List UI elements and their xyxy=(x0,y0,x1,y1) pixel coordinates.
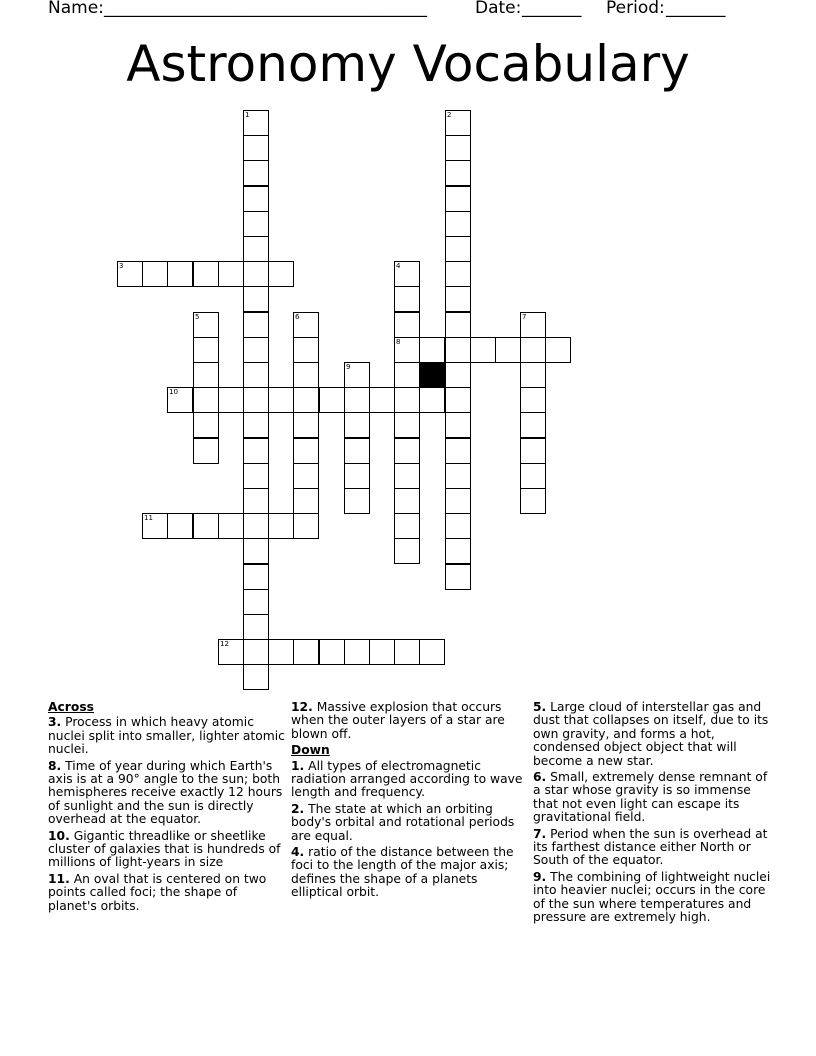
grid-cell[interactable] xyxy=(344,412,370,438)
grid-cell[interactable] xyxy=(193,337,219,363)
black-cell xyxy=(419,362,445,388)
grid-cell[interactable] xyxy=(243,438,269,464)
grid-cell[interactable] xyxy=(445,513,471,539)
grid-cell[interactable] xyxy=(243,337,269,363)
grid-cell[interactable] xyxy=(394,286,420,312)
grid-cell[interactable] xyxy=(268,261,294,287)
grid-cell[interactable] xyxy=(193,312,219,338)
clue-number: 10 xyxy=(169,388,178,396)
clue-down-4: 4. ratio of the distance between the foci to the length of the major axis; defines the shape of a planets elliptical orbit. xyxy=(291,845,514,900)
grid-cell[interactable] xyxy=(520,362,546,388)
across-heading: Across xyxy=(48,700,94,714)
clue-number: 2 xyxy=(447,111,452,119)
grid-cell[interactable] xyxy=(243,488,269,514)
grid-cell[interactable] xyxy=(369,387,395,413)
grid-cell[interactable] xyxy=(218,261,244,287)
grid-cell[interactable] xyxy=(445,261,471,287)
grid-cell[interactable] xyxy=(394,513,420,539)
clues-column-1 xyxy=(48,701,286,916)
grid-cell[interactable] xyxy=(293,513,319,539)
grid-cell[interactable] xyxy=(445,286,471,312)
grid-cell[interactable] xyxy=(243,236,269,262)
grid-cell[interactable] xyxy=(243,664,269,690)
period-label: Period: xyxy=(606,0,665,18)
grid-cell[interactable] xyxy=(167,387,193,413)
grid-cell[interactable] xyxy=(268,639,294,665)
grid-cell[interactable] xyxy=(319,387,345,413)
grid-cell[interactable] xyxy=(142,261,168,287)
clues-column-2 xyxy=(291,701,529,903)
grid-cell[interactable] xyxy=(419,639,445,665)
grid-cell[interactable] xyxy=(167,261,193,287)
grid-cell[interactable] xyxy=(243,362,269,388)
grid-cell[interactable] xyxy=(243,589,269,615)
grid-cell[interactable] xyxy=(445,362,471,388)
grid-cell[interactable] xyxy=(470,337,496,363)
clue-number: 5 xyxy=(195,313,200,321)
grid-cell[interactable] xyxy=(193,387,219,413)
page-title: Astronomy Vocabulary xyxy=(126,35,690,93)
grid-cell[interactable] xyxy=(243,312,269,338)
grid-cell[interactable] xyxy=(419,387,445,413)
grid-cell[interactable] xyxy=(243,135,269,161)
clue-number: 7 xyxy=(522,313,527,321)
clue-number: 1 xyxy=(245,111,250,119)
grid-cell[interactable] xyxy=(445,110,471,136)
grid-cell[interactable] xyxy=(293,412,319,438)
clue-across-11: 11. An oval that is centered on two points called foci; the shape of planet's orbits. xyxy=(48,871,267,913)
clue-across-12: 12. Massive explosion that occurs when the outer layers of a star are blown off. xyxy=(291,700,505,741)
grid-cell[interactable] xyxy=(445,211,471,237)
grid-cell[interactable] xyxy=(344,438,370,464)
grid-cell[interactable] xyxy=(445,337,471,363)
grid-cell[interactable] xyxy=(268,387,294,413)
grid-cell[interactable] xyxy=(445,135,471,161)
grid-cell[interactable] xyxy=(520,412,546,438)
grid-cell[interactable] xyxy=(394,639,420,665)
grid-cell[interactable] xyxy=(218,387,244,413)
grid-cell[interactable] xyxy=(445,387,471,413)
grid-cell[interactable] xyxy=(319,639,345,665)
grid-cell[interactable] xyxy=(394,538,420,564)
grid-cell[interactable] xyxy=(243,211,269,237)
grid-cell[interactable] xyxy=(193,261,219,287)
clue-number: 9 xyxy=(346,363,351,371)
grid-cell[interactable] xyxy=(445,438,471,464)
grid-cell[interactable] xyxy=(520,337,546,363)
grid-cell[interactable] xyxy=(193,412,219,438)
clue-number: 6 xyxy=(295,313,300,321)
name-label: Name: xyxy=(48,0,104,18)
grid-cell[interactable] xyxy=(344,387,370,413)
grid-cell[interactable] xyxy=(445,236,471,262)
grid-cell[interactable] xyxy=(193,438,219,464)
clue-down-6: 6. Small, extremely dense remnant of a star whose gravity is so immense that not even light can escape its gravitational field. xyxy=(533,770,768,825)
clues-column-3 xyxy=(533,701,771,928)
name-blank[interactable]: ______________________________________ xyxy=(104,0,427,18)
grid-cell[interactable] xyxy=(445,463,471,489)
grid-cell[interactable] xyxy=(218,513,244,539)
grid-cell[interactable] xyxy=(445,160,471,186)
grid-cell[interactable] xyxy=(243,286,269,312)
grid-cell[interactable] xyxy=(445,412,471,438)
grid-cell[interactable] xyxy=(545,337,571,363)
clue-number: 11 xyxy=(144,514,153,522)
grid-cell[interactable] xyxy=(520,488,546,514)
date-label: Date: xyxy=(475,0,522,18)
grid-cell[interactable] xyxy=(293,488,319,514)
grid-cell[interactable] xyxy=(243,463,269,489)
grid-cell[interactable] xyxy=(344,362,370,388)
grid-cell[interactable] xyxy=(268,513,294,539)
grid-cell[interactable] xyxy=(293,387,319,413)
grid-cell[interactable] xyxy=(445,564,471,590)
grid-cell[interactable] xyxy=(243,387,269,413)
grid-cell[interactable] xyxy=(243,639,269,665)
period-blank[interactable]: _______ xyxy=(666,0,726,18)
grid-cell[interactable] xyxy=(243,110,269,136)
grid-cell[interactable] xyxy=(520,387,546,413)
grid-cell[interactable] xyxy=(142,513,168,539)
grid-cell[interactable] xyxy=(394,337,420,363)
grid-cell[interactable] xyxy=(243,513,269,539)
grid-cell[interactable] xyxy=(520,438,546,464)
grid-cell[interactable] xyxy=(344,463,370,489)
clue-number: 3 xyxy=(119,262,124,270)
grid-cell[interactable] xyxy=(167,513,193,539)
grid-cell[interactable] xyxy=(394,438,420,464)
grid-cell[interactable] xyxy=(344,488,370,514)
clue-across-3: 3. Process in which heavy atomic nuclei split into smaller, lighter atomic nuclei. xyxy=(48,715,285,757)
grid-cell[interactable] xyxy=(293,463,319,489)
grid-cell[interactable] xyxy=(193,362,219,388)
grid-cell[interactable] xyxy=(394,488,420,514)
grid-cell[interactable] xyxy=(445,186,471,212)
clue-across-10: 10. Gigantic threadlike or sheetlike cluster of galaxies that is hundreds of millions of light-years in size xyxy=(48,828,281,870)
grid-cell[interactable] xyxy=(419,337,445,363)
clue-number: 12 xyxy=(220,640,229,648)
grid-cell[interactable] xyxy=(394,312,420,338)
grid-cell[interactable] xyxy=(243,412,269,438)
grid-cell[interactable] xyxy=(445,538,471,564)
grid-cell[interactable] xyxy=(394,412,420,438)
grid-cell[interactable] xyxy=(495,337,521,363)
grid-cell[interactable] xyxy=(243,160,269,186)
grid-cell[interactable] xyxy=(193,513,219,539)
grid-cell[interactable] xyxy=(369,639,395,665)
clue-down-9: 9. The combining of lightweight nuclei into heavier nuclei; occurs in the core of the sun where temperatures and pressure are extremely high. xyxy=(533,869,771,925)
grid-cell[interactable] xyxy=(293,337,319,363)
grid-cell[interactable] xyxy=(293,312,319,338)
grid-cell[interactable] xyxy=(394,387,420,413)
grid-cell[interactable] xyxy=(243,261,269,287)
grid-cell[interactable] xyxy=(243,614,269,640)
grid-cell[interactable] xyxy=(243,564,269,590)
grid-cell[interactable] xyxy=(243,538,269,564)
grid-cell[interactable] xyxy=(117,261,143,287)
clue-down-1: 1. All types of electromagnetic radiation arranged according to wave length and frequency. xyxy=(291,758,523,800)
clue-down-5: 5. Large cloud of interstellar gas and dust that collapses on itself, due to its own gravity, and forms a hot, condensed object object that will become a new star. xyxy=(533,700,769,768)
grid-cell[interactable] xyxy=(394,261,420,287)
grid-cell[interactable] xyxy=(218,639,244,665)
clue-across-8: 8. Time of year during which Earth's axis is at a 90° angle to the sun; both hemispheres receive exactly 12 hours of sunlight and the sun is directly overhead at the equator. xyxy=(48,758,283,827)
clue-down-2: 2. The state at which an orbiting body's orbital and rotational periods are equal. xyxy=(291,801,515,843)
grid-cell[interactable] xyxy=(445,312,471,338)
grid-cell[interactable] xyxy=(394,362,420,388)
grid-cell[interactable] xyxy=(344,639,370,665)
grid-cell[interactable] xyxy=(293,639,319,665)
grid-cell[interactable] xyxy=(445,488,471,514)
grid-cell[interactable] xyxy=(243,186,269,212)
grid-cell[interactable] xyxy=(293,438,319,464)
down-heading: Down xyxy=(291,743,330,758)
grid-cell[interactable] xyxy=(293,362,319,388)
clue-number: 8 xyxy=(396,338,401,346)
grid-cell[interactable] xyxy=(520,312,546,338)
clue-down-7: 7. Period when the sun is overhead at its farthest distance either North or South of the equator. xyxy=(533,826,768,868)
grid-cell[interactable] xyxy=(394,463,420,489)
date-blank[interactable]: _______ xyxy=(522,0,582,18)
clue-number: 4 xyxy=(396,262,401,270)
grid-cell[interactable] xyxy=(520,463,546,489)
